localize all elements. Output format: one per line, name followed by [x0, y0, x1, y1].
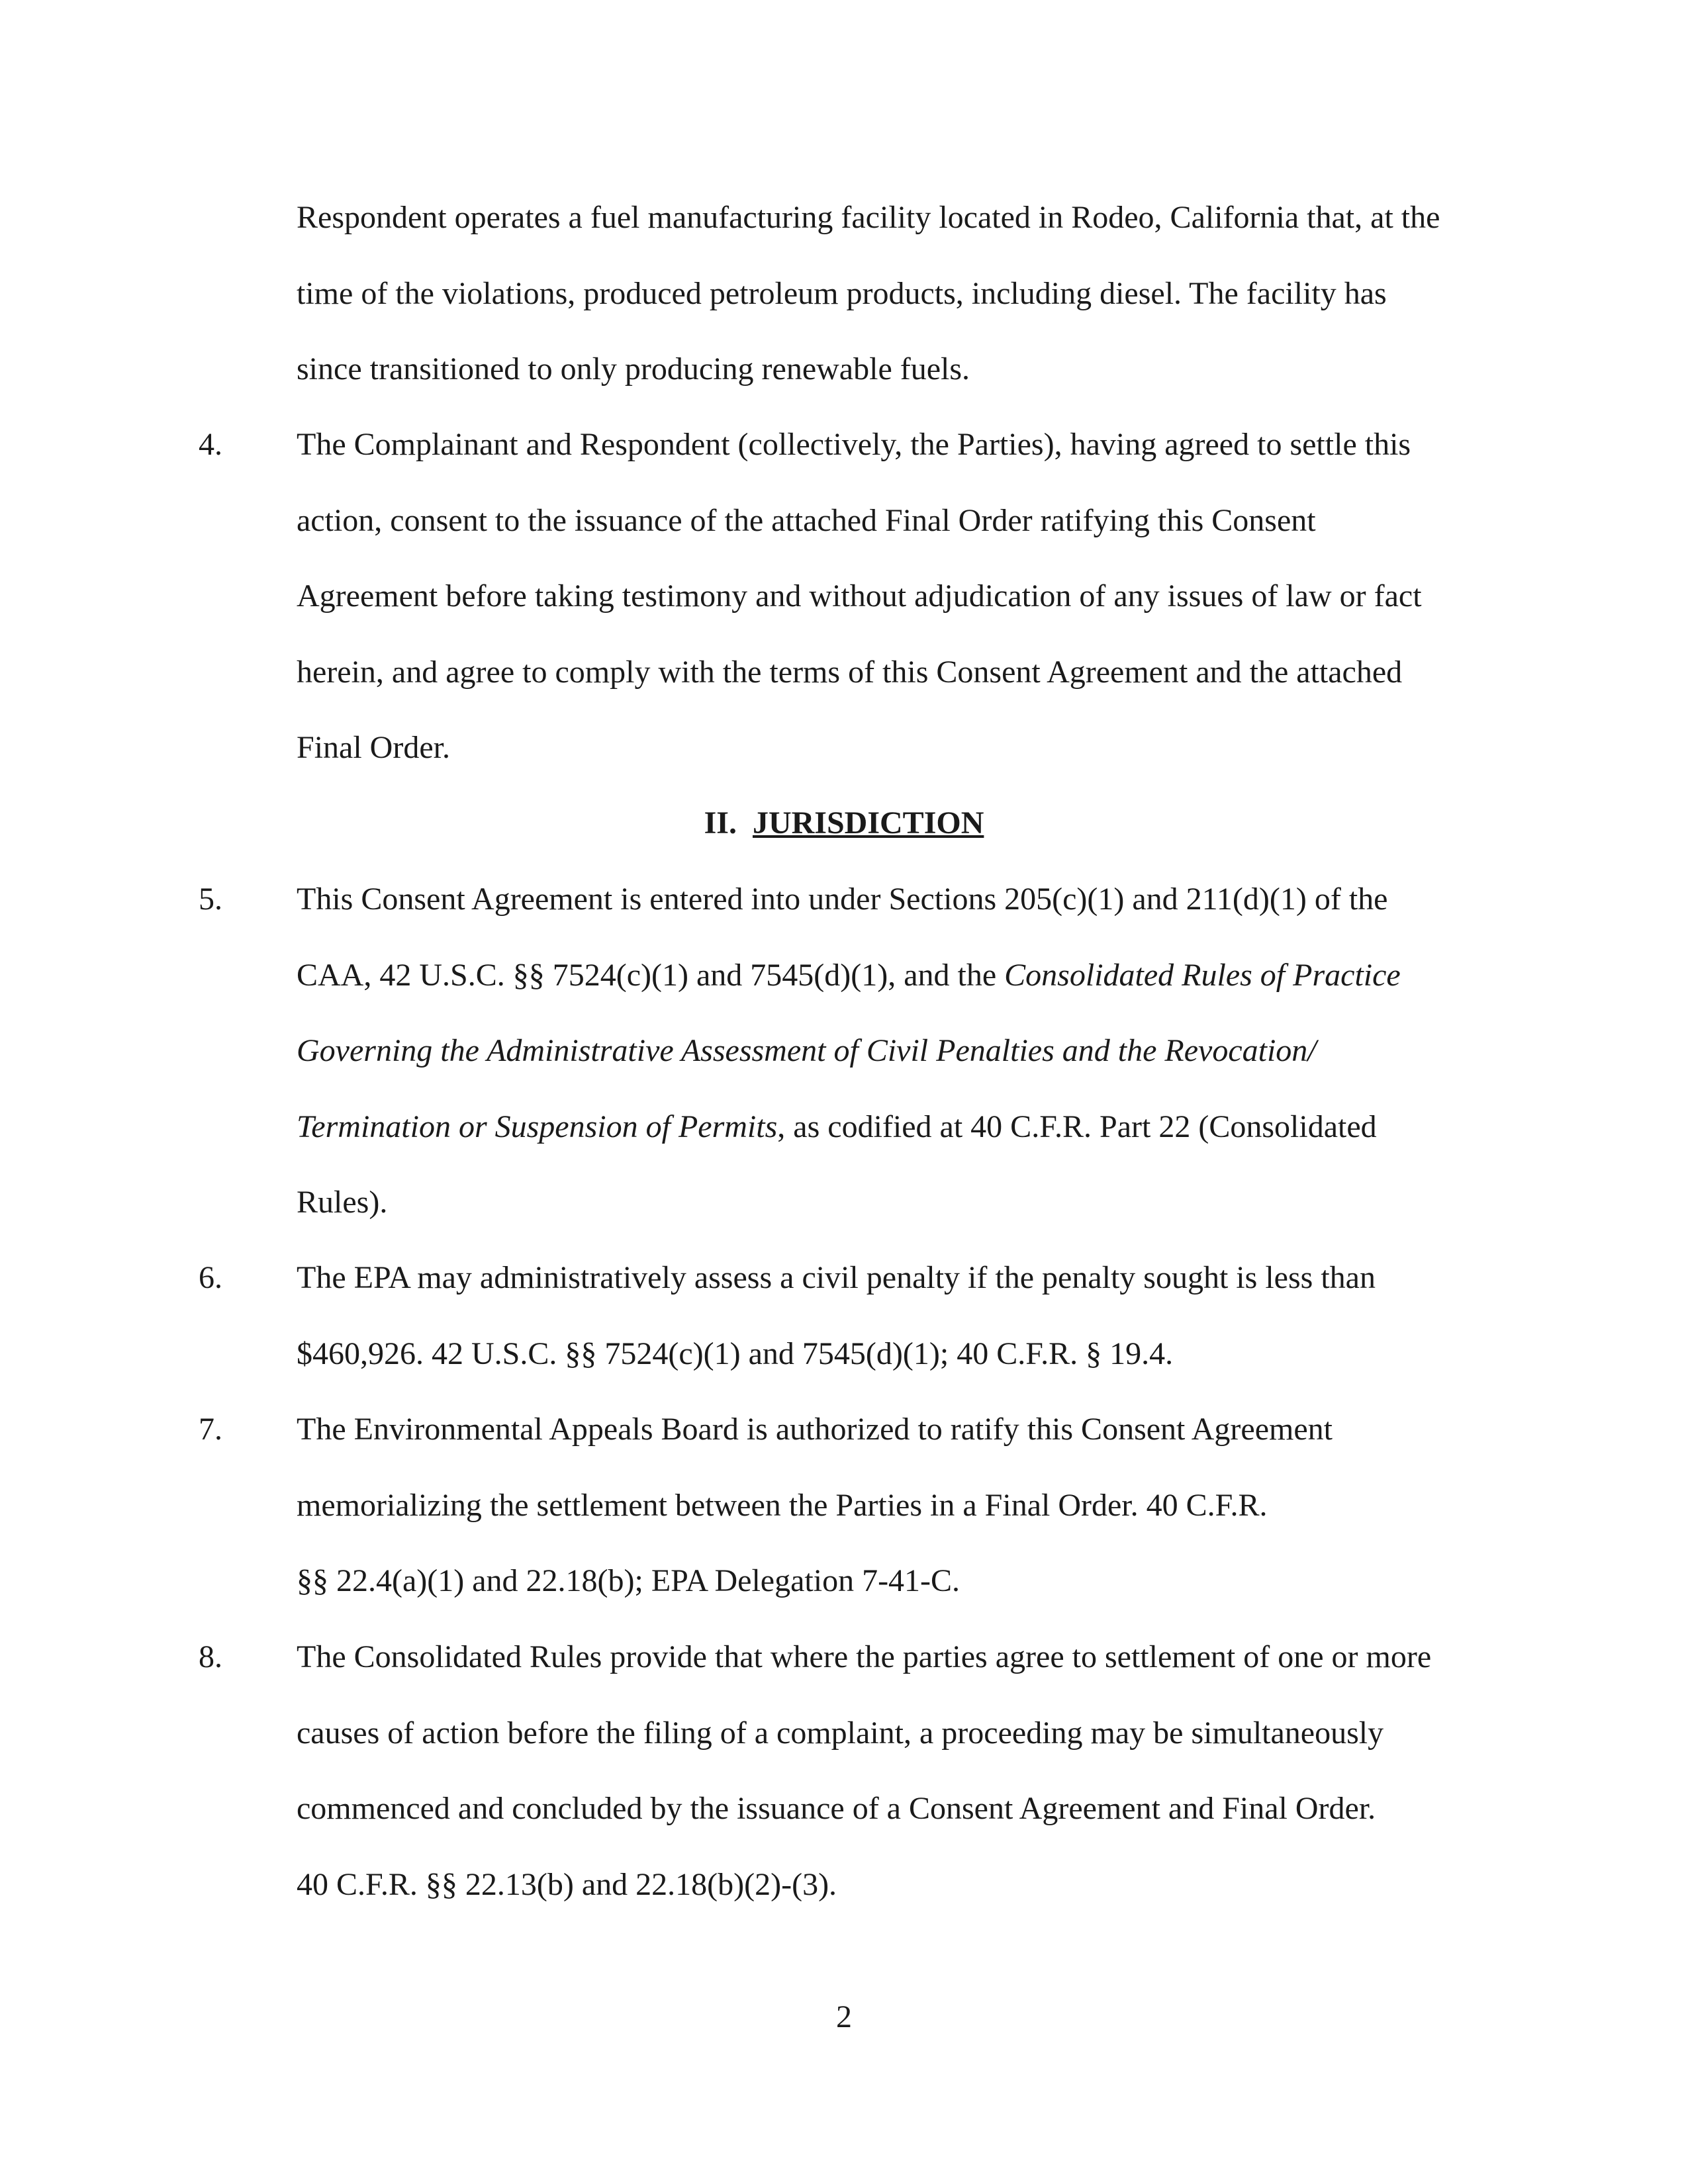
- text-run: time of the violations, produced petroleum products, including diesel. The facility has: [297, 275, 1387, 311]
- text-line: [297, 862, 1495, 938]
- text-line: [297, 1696, 1495, 1772]
- text-line: [297, 1771, 1495, 1847]
- paragraph-text: [297, 180, 1495, 408]
- text-run: Agreement before taking testimony and without adjudication of any issues of law or fact: [297, 578, 1422, 614]
- italic-run: Termination or Suspension of Permits: [297, 1109, 778, 1144]
- paragraph-text: [297, 1619, 1495, 1923]
- text-line: [297, 635, 1495, 711]
- section-heading: [0, 786, 1688, 862]
- paragraph-number: 7.: [199, 1412, 222, 1447]
- text-run: Respondent operates a fuel manufacturing facility located in Rodeo, California that, at the: [297, 200, 1440, 235]
- text-line: [297, 1240, 1495, 1316]
- text-line: [297, 1392, 1495, 1468]
- text-run: The Environmental Appeals Board is authorized to ratify this Consent Agreement: [297, 1412, 1333, 1447]
- paragraph-text: [297, 1392, 1495, 1619]
- text-line: [297, 1165, 1495, 1241]
- section-title: JURISDICTION: [752, 805, 984, 841]
- text-run: $460,926. 42 U.S.C. §§ 7524(c)(1) and 7545(d)(1); 40 C.F.R. § 19.4.: [297, 1336, 1174, 1371]
- text-run: §§ 22.4(a)(1) and 22.18(b); EPA Delegation 7-41-C.: [297, 1563, 961, 1598]
- text-line: [297, 1468, 1495, 1544]
- paragraph-text: [297, 407, 1495, 786]
- paragraph-number: 4.: [199, 427, 222, 462]
- text-run: 40 C.F.R. §§ 22.13(b) and 22.18(b)(2)-(3).: [297, 1866, 837, 1902]
- text-run: The Complainant and Respondent (collectively, the Parties), having agreed to settle this: [297, 427, 1411, 462]
- text-run: The EPA may administratively assess a civil penalty if the penalty sought is less than: [297, 1260, 1376, 1295]
- italic-run: Consolidated Rules of Practice: [1004, 957, 1401, 993]
- text-run: Final Order.: [297, 730, 450, 765]
- text-line: [297, 1013, 1495, 1089]
- text-line: [297, 1543, 1495, 1619]
- text-line: [297, 710, 1495, 786]
- text-line: [297, 407, 1495, 483]
- paragraph-number: 5.: [199, 882, 222, 917]
- text-run: The Consolidated Rules provide that where the parties agree to settlement of one or more: [297, 1639, 1432, 1674]
- text-line: [297, 1847, 1495, 1923]
- text-run: memorializing the settlement between the Parties in a Final Order. 40 C.F.R.: [297, 1487, 1268, 1523]
- text-run: , as codified at 40 C.F.R. Part 22 (Consolidated: [777, 1109, 1377, 1144]
- paragraph-number: 8.: [199, 1639, 222, 1674]
- text-line: [297, 1619, 1495, 1696]
- page-number: 2: [836, 1999, 852, 2034]
- text-line: [297, 180, 1495, 256]
- text-run: action, consent to the issuance of the attached Final Order ratifying this Consent: [297, 502, 1316, 538]
- text-run: since transitioned to only producing renewable fuels.: [297, 351, 970, 387]
- paragraph-text: [297, 862, 1495, 1241]
- text-run: Rules).: [297, 1185, 388, 1220]
- text-line: [297, 938, 1495, 1014]
- text-line: [297, 256, 1495, 332]
- italic-run: Governing the Administrative Assessment of Civil Penalties and the Revocation/: [297, 1033, 1317, 1068]
- text-run: CAA, 42 U.S.C. §§ 7524(c)(1) and 7545(d)(1), and the: [297, 957, 1005, 993]
- text-line: [297, 1316, 1495, 1392]
- text-line: [297, 559, 1495, 635]
- text-run: This Consent Agreement is entered into under Sections 205(c)(1) and 211(d)(1) of the: [297, 882, 1388, 917]
- text-run: causes of action before the filing of a complaint, a proceeding may be simultaneously: [297, 1715, 1384, 1751]
- text-run: commenced and concluded by the issuance of a Consent Agreement and Final Order.: [297, 1791, 1376, 1826]
- text-line: [297, 1089, 1495, 1165]
- text-line: [297, 332, 1495, 408]
- paragraph-text: [297, 1240, 1495, 1392]
- section-numeral: II.: [704, 805, 737, 841]
- paragraph-number: 6.: [199, 1260, 222, 1295]
- text-run: herein, and agree to comply with the terms of this Consent Agreement and the attached: [297, 654, 1403, 690]
- text-line: [297, 483, 1495, 559]
